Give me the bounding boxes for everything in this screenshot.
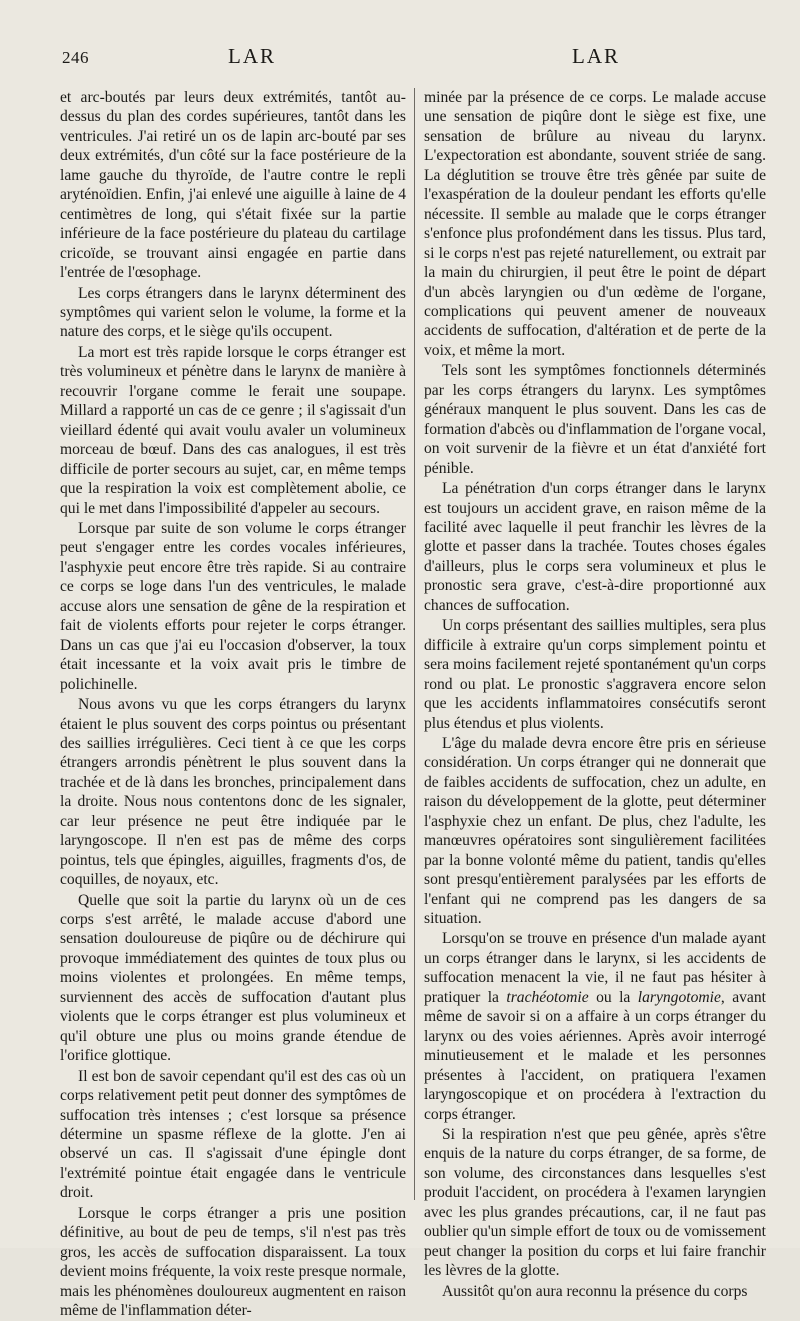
paragraph: Il est bon de savoir cependant qu'il est des cas où un corps relativement petit peut donner des symptômes de suffocation très intenses ; c'est lorsque sa présence détermine un spasme réflexe de la glotte. J'en ai observé un cas. Il s'agissait d'une épingle dont l'extrémité pointue était engagée dans le ventricule droit. xyxy=(60,1067,406,1202)
right-running-head: LAR xyxy=(572,44,620,68)
column-divider xyxy=(414,88,415,1200)
left-running-head: LAR xyxy=(228,44,276,68)
paragraph: Si la respiration n'est que peu gênée, après s'être enquis de la nature du corps étranger, de sa forme, de son volume, des circonstances dans lesquelles s'est produit l'accident, on procédera à l'examen laryngien avec les plus grandes précautions, car, il ne faut pas oublier qu'un simple effort de toux ou de vomissement peut changer la position du corps et lui faire franchir les lèvres de la glotte. xyxy=(424,1126,766,1280)
paragraph: L'âge du malade devra encore être pris en sérieuse considération. Un corps étranger qui ne donnerait que de faibles accidents de suffocation, chez un adulte, en raison du développement de la glotte, peut déterminer l'asphyxie chez un enfant. De plus, chez l'adulte, les manœuvres opératoires sont singulièrement facilitées par la bonne volonté même du patient, tandis qu'elles sont presqu'entièrement paralysées par les efforts de l'enfant qui ne comprend pas les dangers de sa situation. xyxy=(424,734,766,928)
right-column xyxy=(424,88,766,1301)
paragraph: La mort est très rapide lorsque le corps étranger est très volumineux et pénètre dans le larynx de manière à recouvrir l'organe comme le ferait une soupape. Millard a rapporté un cas de ce genre ; il s'agissait d'un vieillard édenté qui avait voulu avaler un volumineux morceau de bœuf. Dans des cas analogues, il est très difficile de porter secours au sujet, car, en même temps que la respiration la voix est complètement abolie, ce qui le met dans l'impossibilité d'appeler au secours. xyxy=(60,343,406,517)
paragraph: Lorsque par suite de son volume le corps étranger peut s'engager entre les cordes vocales inférieures, l'asphyxie peut encore être très rapide. Si au contraire ce corps se loge dans l'un des ventricules, le malade accuse alors une sensation de gêne de la respiration et fait de violents efforts pour rejeter le corps étranger. Dans un cas que j'ai eu l'occasion d'observer, la toux était incessante et la voix avait pris le timbre de polichinelle. xyxy=(60,519,406,693)
paragraph: Quelle que soit la partie du larynx où un de ces corps s'est arrêté, le malade accuse d'abord une sensation douloureuse de piqûre ou de déchirure qui provoque immédiatement des quintes de toux plus ou moins violentes et prolongées. En même temps, surviennent des accès de suffocation d'autant plus violents que le corps étranger est plus volumineux et qu'il obture une plus ou moins grande étendue de l'orifice glottique. xyxy=(60,891,406,1065)
paragraph: La pénétration d'un corps étranger dans le larynx est toujours un accident grave, en raison même de la facilité avec laquelle il peut franchir les lèvres de la glotte et passer dans la trachée. Toutes choses égales d'ailleurs, plus le corps sera volumineux et plus le pronostic sera grave, c'est-à-dire proportionné aux chances de suffocation. xyxy=(424,480,766,614)
italic-term-tracheotomie: trachéotomie xyxy=(506,988,589,1006)
left-column xyxy=(60,88,406,1321)
paragraph: Tels sont les symptômes fonctionnels déterminés par les corps étrangers du larynx. Les symptômes généraux manquent le plus souvent. Dans les cas de formation d'abcès ou d'inflammation de l'organe vocal, on voit survenir de la fièvre et un état d'anxiété fort pénible. xyxy=(424,362,767,477)
page-number: 246 xyxy=(62,48,89,67)
paragraph: Lorsque le corps étranger a pris une position définitive, au bout de peu de temps, s'il n'est pas très gros, les accès de suffocation disparaissent. La toux devient moins fréquente, la voix reste presque normale, mais les phénomènes douloureux augmentent en raison même de l'inflammation déter- xyxy=(60,1204,406,1320)
paragraph-text: ou la xyxy=(588,988,638,1006)
paragraph: minée par la présence de ce corps. Le malade accuse une sensation de piqûre dont le siège est fixe, une sensation de brûlure au niveau du larynx. L'expectoration est abondante, souvent striée de sang. La déglutition se trouve être très gênée par suite de l'exaspération de la douleur pendant les efforts qu'elle nécessite. Il semble au malade que le corps étranger s'enfonce plus profondément dans les tissus. Plus tard, si le corps n'est pas rejeté naturellement, ou extrait par la main du chirurgien, il peut être le point de départ d'un abcès laryngien ou d'un œdème de l'organe, complications qui peuvent amener de nouveaux accidents de suffocation, d'altération et de perte de la voix, et même la mort. xyxy=(424,89,766,359)
paragraph: et arc-boutés par leurs deux extrémités, tantôt au-dessus du plan des cordes supérieures, tantôt dans les ventricules. J'ai retiré un os de lapin arc-bouté par ses deux extrémités, d'un côté sur la face postérieure de la lame gauche du thyroïde, de l'autre contre le repli aryténoïdien. Enfin, j'ai enlevé une aiguille à laine de 4 centimètres de long, qui s'était fixée sur la partie inférieure de la face postérieure du plateau du cartilage cricoïde, se trouvant ainsi engagée en partie dans l'entrée de l'œsophage. xyxy=(60,89,406,282)
paragraph-text: , avant même de savoir si on a affaire à un corps étranger du larynx ou des voies aériennes. Après avoir interrogé minutieusement et le malade et les personnes présentes à l'accident, on pratiquera l'examen laryngoscopique et on procédera à l'extraction du corps étranger. xyxy=(424,988,766,1123)
paragraph: Nous avons vu que les corps étrangers du larynx étaient le plus souvent des corps pointus ou présentant des saillies irrégulières. Ceci tient à ce que les corps étrangers arrondis pénètrent le plus souvent dans la trachée et de là dans les bronches, principalement dans la droite. Nous nous contentons donc de les signaler, car leur présence ne peut être indiquée par le laryngoscope. Il n'en est pas de même des corps pointus, tels que épingles, aiguilles, fragments d'os, de coquilles, de noyaux, etc. xyxy=(60,696,406,889)
paragraph: Un corps présentant des saillies multiples, sera plus difficile à extraire qu'un corps simplement pointu et sera moins facilement rejeté spontanément qu'un corps rond ou plat. Le pronostic s'aggravera encore selon que les accidents inflammatoires consécutifs seront plus étendus et plus violents. xyxy=(424,617,766,732)
paragraph-text: Lorsqu'on se trouve en présence d'un malade ayant un corps étranger dans le larynx, si les accidents de suffocation menacent la vie, il ne faut pas hésiter à pratiquer la xyxy=(424,930,766,1006)
italic-term-laryngotomie: laryngotomie xyxy=(637,988,721,1006)
paragraph xyxy=(424,929,766,1124)
paragraph: Les corps étrangers dans le larynx déterminent des symptômes qui varient selon le volume, la forme et la nature des corps, et le siège qu'ils occupent. xyxy=(60,284,406,341)
paragraph: Aussitôt qu'on aura reconnu la présence du corps xyxy=(442,1282,748,1300)
running-header xyxy=(0,44,800,74)
